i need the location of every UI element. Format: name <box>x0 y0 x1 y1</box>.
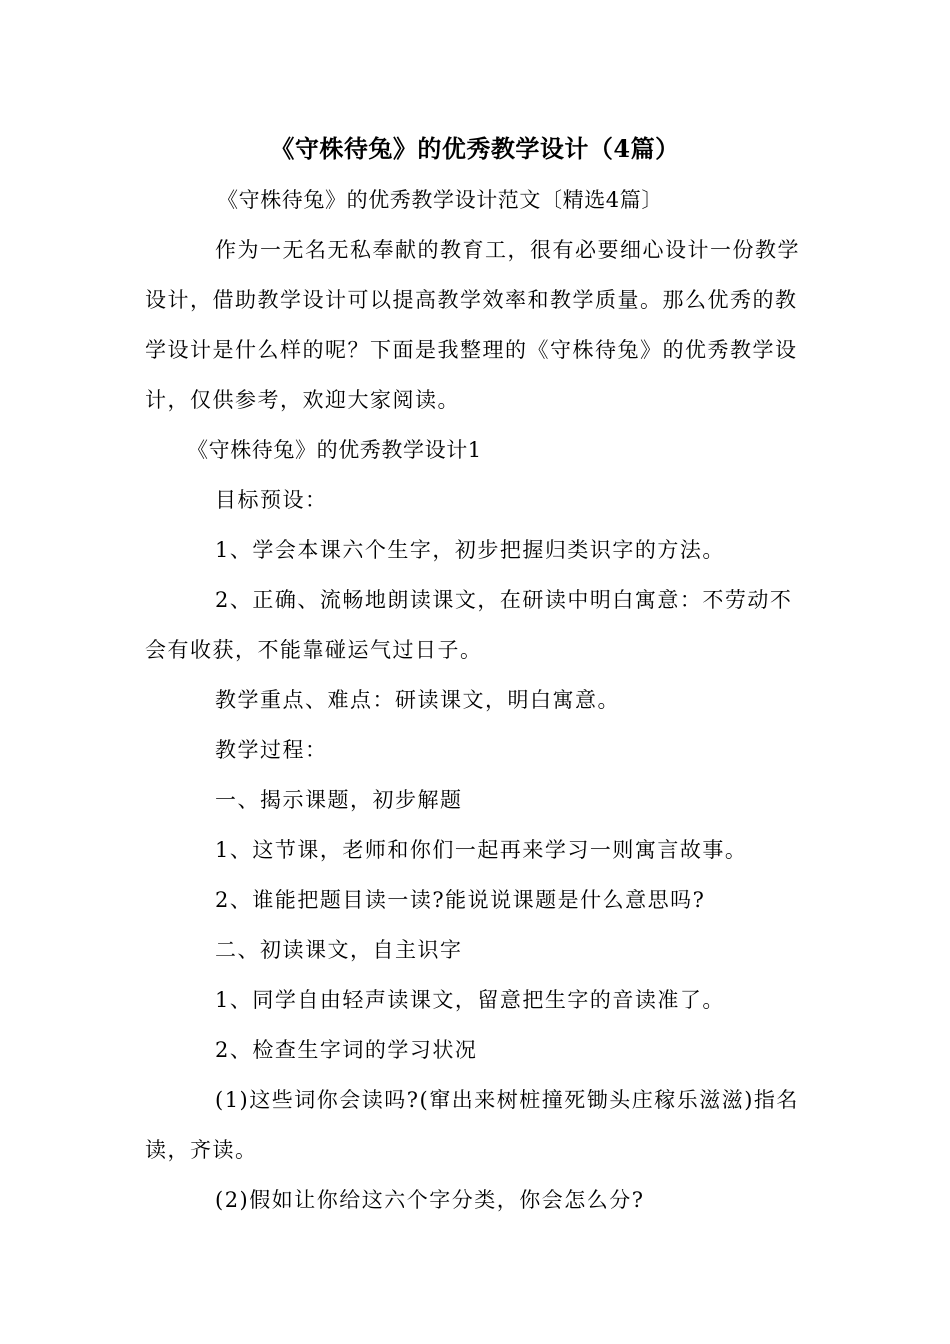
step-subitem-2-2-2: (2)假如让你给这六个字分类，你会怎么分? <box>215 1188 645 1212</box>
step-item-1-2: 2、谁能把题目读一读?能说说课题是什么意思吗? <box>215 888 706 912</box>
step-subitem-2-2-1: (1)这些词你会读吗?(窜出来树桩撞死锄头庄稼乐滋滋)指名读，齐读。 <box>145 1088 799 1162</box>
step-heading-1: 一、揭示课题，初步解题 <box>215 788 463 812</box>
intro-paragraph: 作为一无名无私奉献的教育工，很有必要细心设计一份教学设计，借助教学设计可以提高教学效率和教学质量。那么优秀的教学设计是什么样的呢？下面是我整理的《守株待兔》的优秀教学设计，仅供参考，欢迎大家阅读。 <box>145 238 800 412</box>
document-subtitle: 《守株待兔》的优秀教学设计范文〔精选4篇〕 <box>217 188 663 212</box>
goals-label: 目标预设： <box>215 488 328 512</box>
step-item-2-1: 1、同学自由轻声读课文，留意把生字的音读准了。 <box>215 988 725 1012</box>
step-heading-2: 二、初读课文，自主识字 <box>215 938 463 962</box>
key-points: 教学重点、难点：研读课文，明白寓意。 <box>215 688 620 712</box>
document-title: 《守株待兔》的优秀教学设计（4篇） <box>270 134 680 163</box>
goal-item-2: 2、正确、流畅地朗读课文，在研读中明白寓意：不劳动不会有收获，不能靠碰运气过日子。 <box>145 588 793 662</box>
process-label: 教学过程： <box>215 738 328 762</box>
section-title: 《守株待兔》的优秀教学设计1 <box>187 438 482 462</box>
step-item-1-1: 1、这节课，老师和你们一起再来学习一则寓言故事。 <box>215 838 748 862</box>
goal-item-1: 1、学会本课六个生字，初步把握归类识字的方法。 <box>215 538 725 562</box>
step-item-2-2: 2、检查生字词的学习状况 <box>215 1038 478 1062</box>
